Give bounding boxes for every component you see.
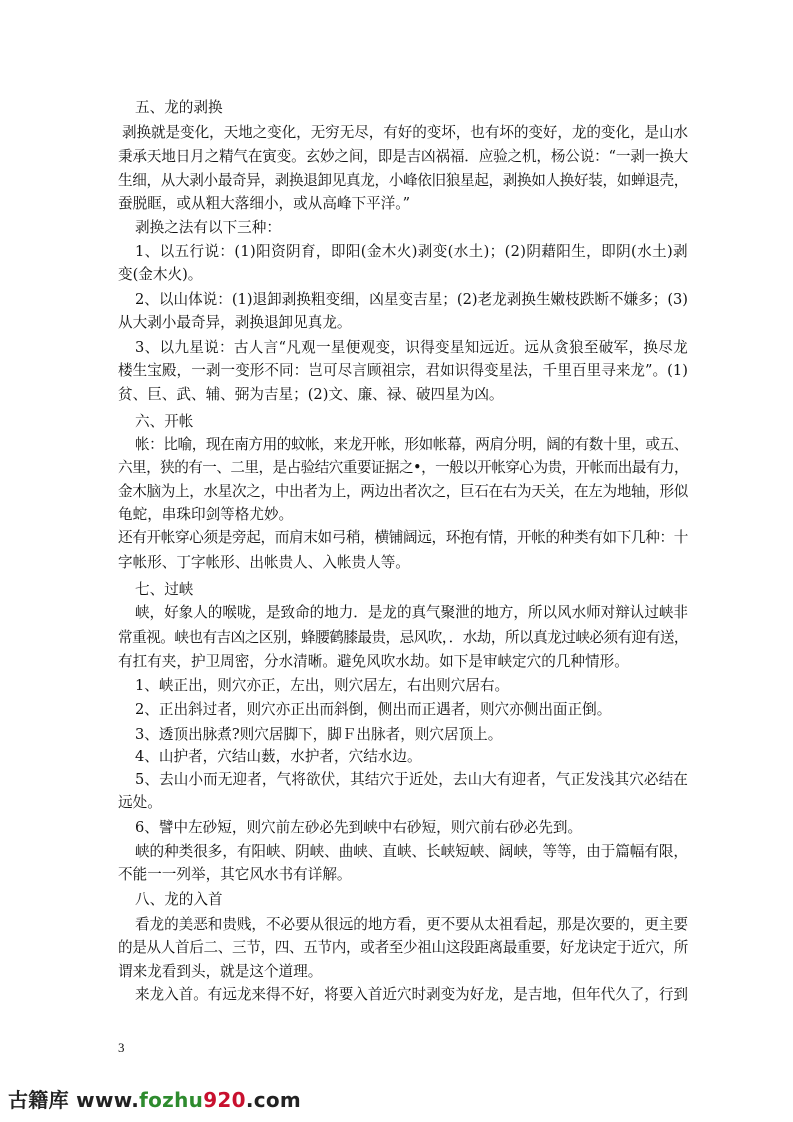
text-line: 剥换之法有以下三种： [135,219,281,236]
text-line: 3、以九星说：古人言“凡观一星便观变，识得变星知远近。远从贪狼至破军，换尽龙 [135,339,688,356]
text-line: 还有开帐穿心须是旁起，而肩末如弓稍，横铺阔远，环抱有情，开帐的种类有如下几种：十 [118,529,688,546]
footer-red: 920 [203,1088,246,1112]
text-line: 峡的种类很多，有阳峡、阴峡、曲峡、直峡、长峡短峡、阔峡，等等，由于篇幅有限， [135,843,688,860]
section-heading: 五、龙的剥换 [135,99,223,116]
text-line: 秉承天地日月之精气在寅变。玄妙之间，即是吉凶祸福．应验之机，杨公说：“一剥一换大 [118,148,688,165]
watermark-footer [8,1088,301,1112]
text-line: 常重视。峡也有吉凶之区别，蜂腰鹤膝最贵，忌风吹，．水劫，所以真龙过峡必须有迎有送， [118,629,688,646]
text-line: 4、山护者，穴结山薮，水护者，穴结水边。 [135,748,422,765]
text-line: 贫、巨、武、辅、弼为吉星；(2)文、廉、禄、破四星为凶。 [118,386,504,403]
footer-prefix: 古籍库 www. [8,1088,140,1112]
text-line: 峡，好象人的喉咙，是致命的地力．是龙的真气聚泄的地方，所以风水师对辩认过峡非 [135,604,688,621]
text-line: 从大剥小最奇异，剥换退卸见真龙。 [118,314,352,331]
text-line: 帐：比喻，现在南方用的蚊帐，来龙开帐，形如帐幕，两肩分明，阔的有数十里，或五、 [135,436,688,453]
text-line: 剥换就是变化，天地之变化，无穷无尽，有好的变坏，也有坏的变好，龙的变化，是山水 [122,124,688,141]
page-number: 3 [118,1040,125,1055]
text-line: 不能一一列举，其它风水书有详解。 [118,866,352,883]
text-line: 谓来龙看到头，就是这个道理。 [118,963,323,980]
text-line: 2、以山体说：(1)退卸剥换粗变细，凶星变吉星；(2)老龙剥换生嫩枝跌断不嫌多；(3) [135,291,688,308]
text-line: 生细，从大剥小最奇异，剥换退卸见真龙，小峰依旧狼星起，剥换如人换好装，如蝉退壳， [118,172,688,189]
text-line: 金木脑为上，水星次之，中出者为上，两边出者次之，巨石在右为天关，在左为地轴，形似 [118,483,688,500]
text-line: 6、譬中左砂短，则穴前左砂必先到峡中右砂短，则穴前右砂必先到。 [135,819,583,836]
section-heading: 六、开帐 [135,413,194,430]
text-line: 楼生宝殿，一剥一变形不同：岂可尽言顾祖宗，君如识得变星法，千里百里寻来龙”。(1) [118,362,688,379]
text-line: 变(金木火)。 [118,266,203,283]
footer-suffix: .com [245,1088,302,1112]
section-heading: 八、龙的入首 [135,891,223,908]
text-line: 来龙入首。有远龙来得不好，将要入首近穴时剥变为好龙，是吉地，但年代久了，行到 [135,986,688,1003]
text-line: 字帐形、丁字帐形、出帐贵人、入帐贵人等。 [118,554,410,571]
text-line: 1、峡正出，则穴亦正，左出，则穴居左，右出则穴居右。 [135,677,510,694]
text-line: 六里，狭的有一、二里，是占验结穴重要证据之•，一般以开帐穿心为贵，开帐而出最有力， [118,459,688,476]
text-line: 蚕脱眶，或从粗大落细小，或从高峰下平洋。” [118,195,411,212]
text-line: 5、去山小而无迎者，气将欲伏，其结穴于近处，去山大有迎者，气正发浅其穴必结在 [135,771,688,788]
text-line: 的是从人首后二、三节，四、五节内，或者至少祖山这段距离最重要，好龙诀定于近穴，所 [118,939,688,956]
section-heading: 七、过峡 [135,581,194,598]
text-line: 龟蛇，串珠印剑等格尤妙。 [118,506,294,523]
text-line: 3、透顶出脉煮?则穴居脚下，脚Ｆ出脉者，则穴居顶上。 [135,726,503,743]
text-line: 2、正出斜过者，则穴亦正出而斜倒，侧出而正遇者，则穴亦侧出面正倒。 [135,701,612,718]
footer-green: fozhu [139,1088,204,1112]
text-line: 有扛有夹，护卫周密，分水清晰。避免风吹水劫。如下是审峡定穴的几种情形。 [118,653,629,670]
text-line: 看龙的美恶和贵贱，不必要从很远的地方看，更不要从太祖看起，那是次要的，更主要 [135,916,688,933]
text-line: 1、以五行说：(1)阳资阴育，即阳(金木火)剥变(水土)；(2)阴藉阳生，即阴(水土)剥 [135,243,688,260]
text-line: 远处。 [118,794,162,811]
